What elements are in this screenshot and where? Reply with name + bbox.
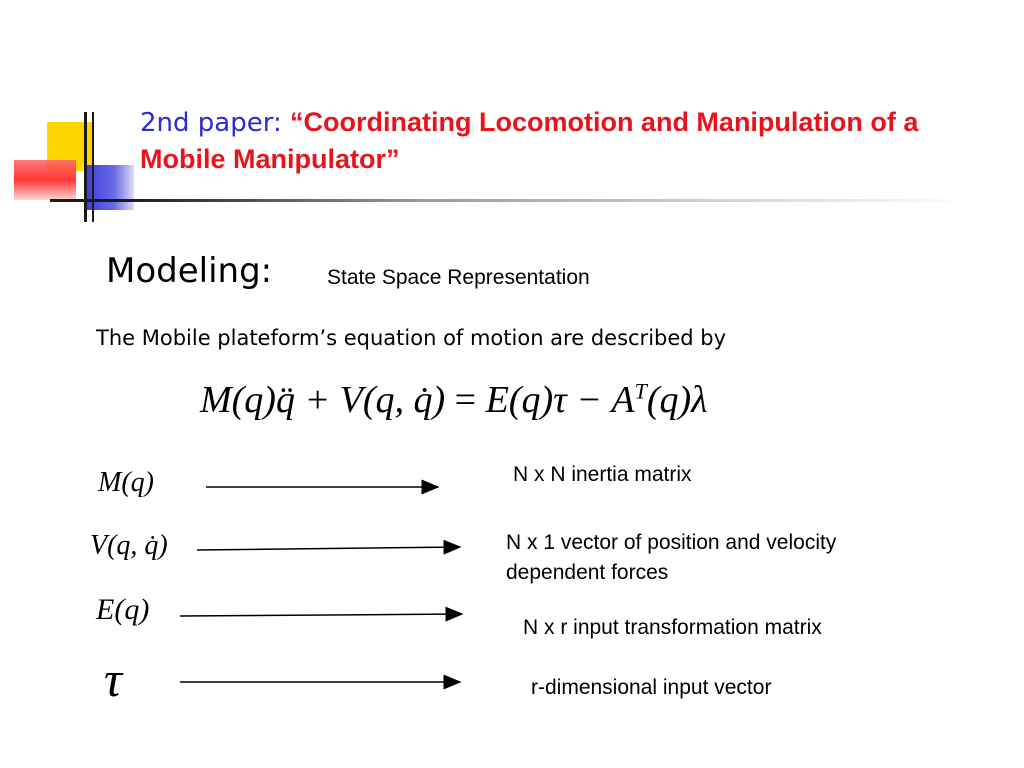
arrow-v	[197, 547, 460, 550]
meaning-v-line2: dependent forces	[506, 561, 669, 584]
equation-lhs: M(q)q̈ + V(q, q̇)	[200, 379, 446, 421]
equation-rhs: E(q)τ − A	[485, 379, 635, 421]
meaning-tau: r-dimensional input vector	[531, 676, 772, 699]
meaning-e: N x r input transformation matrix	[523, 616, 822, 639]
equation-rhs-tail: (q)λ	[646, 379, 708, 421]
title-prefix: 2nd paper:	[140, 108, 290, 138]
symbol-m: M(q)	[98, 467, 154, 498]
paper-title: “Coordinating Locomotion and Manipulation of a Mobile Manipulator”	[140, 107, 919, 174]
symbol-tau: τ	[104, 651, 122, 707]
equation-equals: =	[454, 379, 477, 421]
section-subheading: State Space Representation	[327, 266, 590, 289]
section-heading: Modeling:	[106, 251, 273, 291]
symbol-v: V(q, q̇)	[90, 530, 168, 561]
equation-superscript: T	[634, 378, 647, 404]
meaning-m: N x N inertia matrix	[513, 463, 692, 486]
description-text: The Mobile plateform’s equation of motion are described by	[96, 326, 727, 350]
meaning-v-line1: N x 1 vector of position and velocity	[506, 531, 837, 554]
arrow-e	[180, 614, 462, 616]
symbol-e: E(q)	[96, 593, 150, 626]
